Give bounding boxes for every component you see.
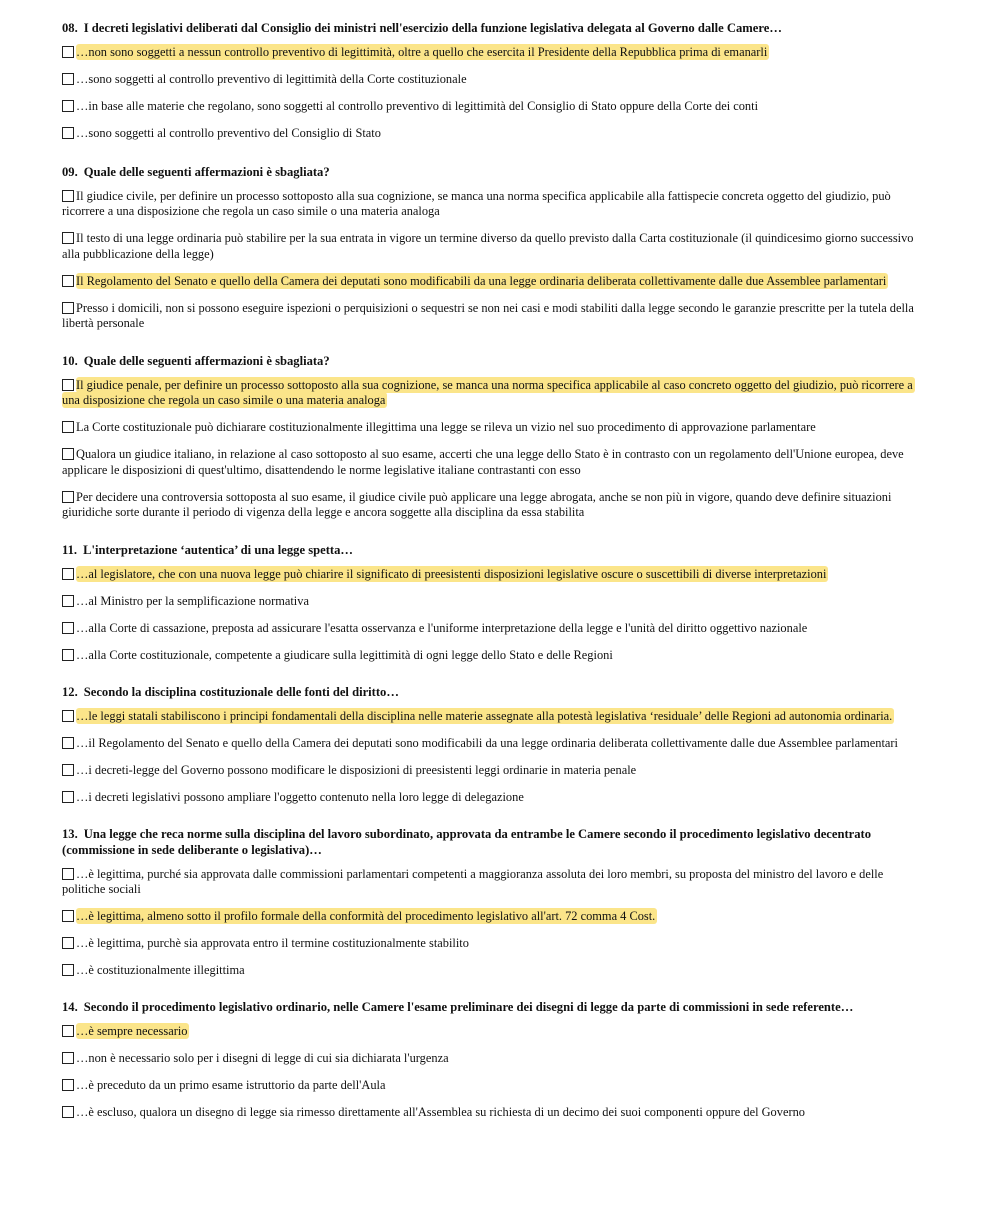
answer-checkbox[interactable] <box>62 1052 74 1064</box>
answer-checkbox[interactable] <box>62 232 74 244</box>
question-14 <box>62 999 928 1121</box>
question-number: 09. <box>62 164 78 179</box>
answer-text: …alla Corte costituzionale, competente a giudicare sulla legittimità di ogni legge dello Stato e delle Regioni <box>76 647 613 662</box>
question-title <box>62 353 928 369</box>
answer-text: Per decidere una controversia sottoposta al suo esame, il giudice civile può applicare una legge abrogata, anche se non più in vigore, quando deve definire situazioni giuridiche sorte durante il periodo di vigenza della legge e ancora soggette alla disciplina da essa stabilita <box>62 489 892 519</box>
answer-checkbox[interactable] <box>62 302 74 314</box>
answer-checkbox[interactable] <box>62 568 74 580</box>
answer-option <box>62 963 928 979</box>
answer-text: …il Regolamento del Senato e quello della Camera dei deputati sono modificabili da una legge ordinaria deliberata collettivamente dalle due Assemblee parlamentari <box>76 736 898 750</box>
answer-text-highlighted: …è sempre necessario <box>76 1023 188 1038</box>
answer-checkbox[interactable] <box>62 1025 74 1037</box>
question-number: 13. <box>62 826 78 841</box>
answer-text: …i decreti legislativi possono ampliare l'oggetto contenuto nella loro legge di delegazione <box>76 790 524 804</box>
answer-option <box>62 736 928 752</box>
question-08 <box>62 20 928 142</box>
answer-checkbox[interactable] <box>62 649 74 661</box>
question-text: Quale delle seguenti affermazioni è sbagliata? <box>83 353 330 368</box>
answer-checkbox[interactable] <box>62 379 74 391</box>
question-number: 08. <box>62 21 78 35</box>
answer-option <box>62 594 928 610</box>
answer-text: Presso i domicili, non si possono eseguire ispezioni o perquisizioni o sequestri se non nei casi e modi stabiliti dalla legge secondo le garanzie prescritte per la tutela della libertà personale <box>62 300 914 330</box>
answer-option <box>62 378 928 409</box>
answer-checkbox[interactable] <box>62 868 74 880</box>
answer-option <box>62 420 928 436</box>
answer-option <box>62 1105 928 1121</box>
answer-option <box>62 99 928 115</box>
answer-option <box>62 763 928 779</box>
answer-text-highlighted: Il giudice penale, per definire un processo sottoposto alla sua cognizione, se manca una norma specifica applicabile al caso concreto oggetto del giudizio, può ricorrere a una disposizione che regola un caso simile o una materia analoga <box>62 377 913 407</box>
question-11 <box>62 542 928 664</box>
question-13 <box>62 826 928 979</box>
answer-checkbox[interactable] <box>62 100 74 112</box>
answer-text: …sono soggetti al controllo preventivo del Consiglio di Stato <box>76 126 381 140</box>
question-10 <box>62 353 928 521</box>
question-12 <box>62 684 928 806</box>
answer-option <box>62 447 928 478</box>
answer-text: …non è necessario solo per i disegni di legge di cui sia dichiarata l'urgenza <box>76 1050 449 1065</box>
answer-option <box>62 621 928 637</box>
answer-option <box>62 909 928 925</box>
answer-option <box>62 274 928 290</box>
answer-text: La Corte costituzionale può dichiarare costituzionalmente illegittima una legge se rileva un vizio nel suo procedimento di approvazione parlamentare <box>76 420 816 434</box>
question-text: Quale delle seguenti affermazioni è sbagliata? <box>83 164 330 179</box>
answer-text: …i decreti-legge del Governo possono modificare le disposizioni di preesistenti leggi ordinarie in materia penale <box>76 763 637 777</box>
answer-checkbox[interactable] <box>62 910 74 922</box>
question-title <box>62 684 928 700</box>
answer-checkbox[interactable] <box>62 764 74 776</box>
question-title <box>62 164 928 180</box>
answer-checkbox[interactable] <box>62 491 74 503</box>
answer-option <box>62 936 928 952</box>
answer-text: …è escluso, qualora un disegno di legge sia rimesso direttamente all'Assemblea su richiesta di un decimo dei suoi componenti oppure del Governo <box>76 1104 805 1119</box>
question-text: I decreti legislativi deliberati dal Consiglio dei ministri nell'esercizio della funzione legislativa delegata al Governo dalle Camere… <box>83 21 782 35</box>
answer-checkbox[interactable] <box>62 421 74 433</box>
answer-checkbox[interactable] <box>62 275 74 287</box>
question-number: 14. <box>62 999 78 1014</box>
answer-checkbox[interactable] <box>62 127 74 139</box>
answer-option <box>62 648 928 664</box>
answer-text: …è preceduto da un primo esame istruttorio da parte dell'Aula <box>76 1077 386 1092</box>
answer-text-highlighted: …non sono soggetti a nessun controllo preventivo di legittimità, oltre a quello che esercita il Presidente della Repubblica prima di emanarli <box>76 45 768 59</box>
answer-option <box>62 790 928 806</box>
answer-option <box>62 45 928 61</box>
answer-option <box>62 490 928 521</box>
question-number: 12. <box>62 685 78 699</box>
quiz-page <box>62 20 928 1132</box>
question-number: 10. <box>62 353 78 368</box>
answer-text: …al Ministro per la semplificazione normativa <box>76 593 309 608</box>
answer-checkbox[interactable] <box>62 937 74 949</box>
answer-option <box>62 1051 928 1067</box>
answer-option <box>62 126 928 142</box>
answer-option <box>62 1078 928 1094</box>
answer-text: …alla Corte di cassazione, preposta ad assicurare l'esatta osservanza e l'uniforme interpretazione della legge e l'unità del diritto oggettivo nazionale <box>76 620 808 635</box>
question-text: L'interpretazione ‘autentica’ di una legge spetta… <box>83 542 353 557</box>
answer-checkbox[interactable] <box>62 1106 74 1118</box>
answer-option <box>62 189 928 220</box>
answer-option <box>62 301 928 332</box>
answer-text: …in base alle materie che regolano, sono soggetti al controllo preventivo di legittimità del Consiglio di Stato oppure della Corte dei conti <box>76 99 759 113</box>
answer-checkbox[interactable] <box>62 622 74 634</box>
question-title <box>62 999 928 1015</box>
answer-option <box>62 1024 928 1040</box>
answer-checkbox[interactable] <box>62 710 74 722</box>
answer-option <box>62 72 928 88</box>
answer-checkbox[interactable] <box>62 1079 74 1091</box>
answer-text-highlighted: Il Regolamento del Senato e quello della Camera dei deputati sono modificabili da una legge ordinaria deliberata collettivamente dalle due Assemblee parlamentari <box>76 273 887 288</box>
answer-text: Il giudice civile, per definire un processo sottoposto alla sua cognizione, se manca una norma specifica applicabile alla fattispecie concreta oggetto del giudizio, può ricorrere a una disposizione che regola un caso simile o una materia analoga <box>62 188 891 218</box>
answer-checkbox[interactable] <box>62 737 74 749</box>
answer-checkbox[interactable] <box>62 448 74 460</box>
answer-text-highlighted: …le leggi statali stabiliscono i principi fondamentali della disciplina nelle materie assegnate alla potestà legislativa ‘residuale’ delle Regioni ad autonomia ordinaria. <box>76 709 893 723</box>
answer-checkbox[interactable] <box>62 190 74 202</box>
question-title <box>62 826 928 858</box>
answer-checkbox[interactable] <box>62 964 74 976</box>
question-text: Secondo il procedimento legislativo ordinario, nelle Camere l'esame preliminare dei disegni di legge da parte di commissioni in sede referente… <box>83 999 854 1014</box>
answer-text-highlighted: …è legittima, almeno sotto il profilo formale della conformità del procedimento legislativo all'art. 72 comma 4 Cost. <box>76 909 656 923</box>
answer-option <box>62 867 928 898</box>
answer-text: …è legittima, purché sia approvata dalle commissioni parlamentari competenti a maggioranza assoluta dei loro membri, su proposta del ministro del lavoro e delle politiche sociali <box>62 866 884 896</box>
answer-text: …è costituzionalmente illegittima <box>76 963 245 977</box>
answer-option <box>62 231 928 262</box>
answer-checkbox[interactable] <box>62 791 74 803</box>
answer-checkbox[interactable] <box>62 46 74 58</box>
answer-text: Qualora un giudice italiano, in relazione al caso sottoposto al suo esame, accerti che una legge dello Stato è in contrasto con un regolamento dell'Unione europea, deve applicare le disposizioni di quest'ultimo, disattendendo le norme legislative italiane contrastanti con esso <box>62 447 904 477</box>
answer-text-highlighted: …al legislatore, che con una nuova legge può chiarire il significato di preesistenti disposizioni legislative oscure o suscettibili di diverse interpretazioni <box>76 566 827 581</box>
answer-text: …è legittima, purchè sia approvata entro il termine costituzionalmente stabilito <box>76 936 469 950</box>
answer-option <box>62 709 928 725</box>
question-title <box>62 20 928 36</box>
question-09 <box>62 164 928 332</box>
answer-option <box>62 567 928 583</box>
question-number: 11. <box>62 542 78 557</box>
answer-checkbox[interactable] <box>62 73 74 85</box>
question-text: Secondo la disciplina costituzionale delle fonti del diritto… <box>83 685 399 699</box>
answer-checkbox[interactable] <box>62 595 74 607</box>
question-text: Una legge che reca norme sulla disciplina del lavoro subordinato, approvata da entrambe le Camere secondo il procedimento legislativo decentrato (commissione in sede deliberante o legislativa)… <box>62 826 872 857</box>
question-title <box>62 542 928 558</box>
answer-text: Il testo di una legge ordinaria può stabilire per la sua entrata in vigore un termine diverso da quello previsto dalla Carta costituzionale (il quindicesimo giorno successivo alla pubblicazione della legge) <box>62 231 914 261</box>
answer-text: …sono soggetti al controllo preventivo di legittimità della Corte costituzionale <box>76 72 467 86</box>
